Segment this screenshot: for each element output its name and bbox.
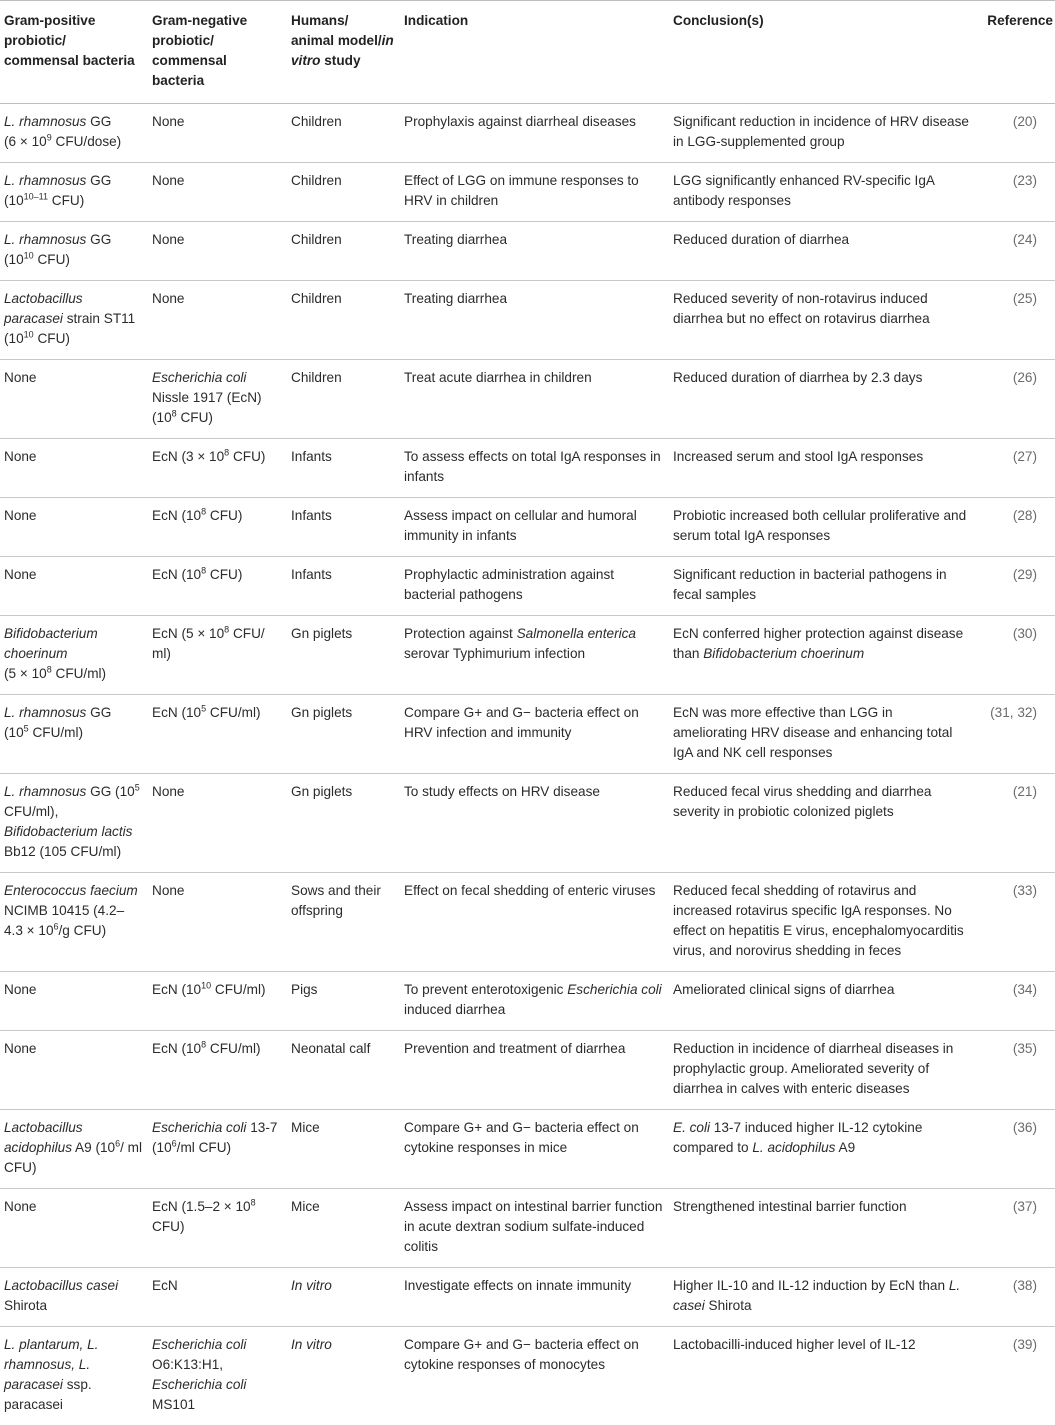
gram-negative-cell: EcN (148, 1268, 287, 1327)
indication-cell: To assess effects on total IgA responses in infants (400, 439, 669, 498)
table-row (0, 222, 1055, 281)
conclusion-cell: Reduced duration of diarrhea by 2.3 days (669, 360, 975, 439)
gram-negative-cell: None (148, 873, 287, 972)
conclusion-cell: Increased serum and stool IgA responses (669, 439, 975, 498)
header-gram-positive: Gram-positive probiotic/ commensal bacteria (0, 1, 148, 104)
indication-cell: Treating diarrhea (400, 222, 669, 281)
conclusion-cell: Reduced severity of non-rotavirus induced diarrhea but no effect on rotavirus diarrhea (669, 281, 975, 360)
gram-negative-cell: EcN ($10^5$ CFU/ml) (148, 695, 287, 774)
gram-positive-cell: None (0, 557, 148, 616)
gram-negative-cell: EcN ($10^8$ CFU) (148, 498, 287, 557)
conclusion-cell: Lactobacilli-induced higher level of IL-12 (669, 1327, 975, 1425)
header-conclusions: Conclusion(s) (669, 1, 975, 104)
gram-positive-cell: L. rhamnosus GG ($10^{10}$ CFU) (0, 222, 148, 281)
gram-negative-cell: None (148, 222, 287, 281)
model-cell: Children (287, 360, 400, 439)
header-reference: Reference (975, 1, 1055, 104)
model-cell: Neonatal calf (287, 1031, 400, 1110)
indication-cell: Protection against Salmonella enterica serovar Typhimurium infection (400, 616, 669, 695)
model-cell: In vitro (287, 1268, 400, 1327)
indication-cell: Treating diarrhea (400, 281, 669, 360)
indication-cell: To prevent enterotoxigenic Escherichia coli induced diarrhea (400, 972, 669, 1031)
gram-positive-cell: None (0, 1189, 148, 1268)
reference-cell: (29) (975, 557, 1055, 616)
reference-cell: (37) (975, 1189, 1055, 1268)
indication-cell: Prevention and treatment of diarrhea (400, 1031, 669, 1110)
reference-cell: (36) (975, 1110, 1055, 1189)
gram-negative-cell: EcN ($10^{10}$ CFU/ml) (148, 972, 287, 1031)
indication-cell: Assess impact on intestinal barrier function in acute dextran sodium sulfate-induced colitis (400, 1189, 669, 1268)
reference-cell: (26) (975, 360, 1055, 439)
gram-positive-cell: None (0, 439, 148, 498)
table-row (0, 1110, 1055, 1189)
table-row (0, 439, 1055, 498)
table-row (0, 281, 1055, 360)
conclusion-cell: Ameliorated clinical signs of diarrhea (669, 972, 975, 1031)
gram-negative-cell: Escherichia coli O6:K13:H1, Escherichia coli MS101 (148, 1327, 287, 1425)
indication-cell: Assess impact on cellular and humoral immunity in infants (400, 498, 669, 557)
model-cell: Gn piglets (287, 695, 400, 774)
table-row (0, 360, 1055, 439)
indication-cell: To study effects on HRV disease (400, 774, 669, 873)
indication-cell: Effect of LGG on immune responses to HRV in children (400, 163, 669, 222)
conclusion-cell: Higher IL-10 and IL-12 induction by EcN than L. casei Shirota (669, 1268, 975, 1327)
reference-cell: (34) (975, 972, 1055, 1031)
model-cell: Mice (287, 1110, 400, 1189)
indication-cell: Compare G+ and G− bacteria effect on cytokine responses in mice (400, 1110, 669, 1189)
gram-negative-cell: None (148, 104, 287, 163)
header-model: Humans/ animal model/in vitro study (287, 1, 400, 104)
reference-cell: (21) (975, 774, 1055, 873)
model-cell: Infants (287, 498, 400, 557)
gram-positive-cell: L. rhamnosus GG (10$^{10-11}$ CFU) (0, 163, 148, 222)
indication-cell: Compare G+ and G− bacteria effect on cytokine responses of monocytes (400, 1327, 669, 1425)
gram-negative-cell: EcN ($10^8$ CFU) (148, 557, 287, 616)
table-row (0, 1327, 1055, 1425)
gram-positive-cell: None (0, 498, 148, 557)
reference-cell: (28) (975, 498, 1055, 557)
table-row (0, 616, 1055, 695)
model-cell: Mice (287, 1189, 400, 1268)
reference-cell: (33) (975, 873, 1055, 972)
gram-positive-cell: L. plantarum, L. rhamnosus, L. paracasei ssp. paracasei (0, 1327, 148, 1425)
model-cell: Sows and their offspring (287, 873, 400, 972)
gram-positive-cell: Lactobacillus paracasei strain ST11 ($10^{10}$ CFU) (0, 281, 148, 360)
model-cell: Gn piglets (287, 774, 400, 873)
gram-positive-cell: None (0, 1031, 148, 1110)
gram-positive-cell: None (0, 360, 148, 439)
gram-negative-cell: EcN ($5 \times 10^8$ CFU/ ml) (148, 616, 287, 695)
table-row (0, 104, 1055, 163)
table-row (0, 972, 1055, 1031)
model-cell: Children (287, 222, 400, 281)
indication-cell: Prophylactic administration against bacterial pathogens (400, 557, 669, 616)
indication-cell: Prophylaxis against diarrheal diseases (400, 104, 669, 163)
model-cell: Infants (287, 439, 400, 498)
gram-negative-cell: EcN ($10^8$ CFU/ml) (148, 1031, 287, 1110)
gram-positive-cell: None (0, 972, 148, 1031)
table-row (0, 873, 1055, 972)
model-cell: Children (287, 104, 400, 163)
conclusion-cell: Strengthened intestinal barrier function (669, 1189, 975, 1268)
gram-positive-cell: Lactobacillus acidophilus A9 ($10^6/$ ml CFU) (0, 1110, 148, 1189)
reference-cell: (23) (975, 163, 1055, 222)
gram-negative-cell: Escherichia coli Nissle 1917 (EcN) ($10^8$ CFU) (148, 360, 287, 439)
indication-cell: Treat acute diarrhea in children (400, 360, 669, 439)
indication-cell: Investigate effects on innate immunity (400, 1268, 669, 1327)
conclusion-cell: EcN was more effective than LGG in ameliorating HRV disease and enhancing total IgA and NK cell responses (669, 695, 975, 774)
header-gram-negative: Gram-negative probiotic/ commensal bacteria (148, 1, 287, 104)
gram-positive-cell: L. rhamnosus GG ($10^5$ CFU/ml) (0, 695, 148, 774)
indication-cell: Effect on fecal shedding of enteric viruses (400, 873, 669, 972)
gram-negative-cell: EcN ($3 \times 10^8$ CFU) (148, 439, 287, 498)
conclusion-cell: LGG significantly enhanced RV-specific IgA antibody responses (669, 163, 975, 222)
model-cell: Infants (287, 557, 400, 616)
gram-positive-cell: Bifidobacterium choerinum ($5 \times 10^8$ CFU/ml) (0, 616, 148, 695)
reference-cell: (20) (975, 104, 1055, 163)
table-row (0, 695, 1055, 774)
conclusion-cell: Reduction in incidence of diarrheal diseases in prophylactic group. Ameliorated severity of diarrhea in calves with enteric diseases (669, 1031, 975, 1110)
gram-negative-cell: None (148, 774, 287, 873)
conclusion-cell: Reduced fecal shedding of rotavirus and increased rotavirus specific IgA responses. No effect on hepatitis E virus, encephalomyocarditis virus, and norovirus shedding in feces (669, 873, 975, 972)
conclusion-cell: Significant reduction in bacterial pathogens in fecal samples (669, 557, 975, 616)
gram-negative-cell: Escherichia coli 13-7 ($10^6/ml$ CFU) (148, 1110, 287, 1189)
gram-positive-cell: L. rhamnosus GG ($10^5$ CFU/ml), Bifidobacterium lactis Bb12 (105 CFU/ml) (0, 774, 148, 873)
reference-cell: (30) (975, 616, 1055, 695)
gram-positive-cell: L. rhamnosus GG ($6 \times 10^9$ CFU/dose) (0, 104, 148, 163)
reference-cell: (31, 32) (975, 695, 1055, 774)
model-cell: Gn piglets (287, 616, 400, 695)
table-row (0, 774, 1055, 873)
indication-cell: Compare G+ and G− bacteria effect on HRV infection and immunity (400, 695, 669, 774)
reference-cell: (27) (975, 439, 1055, 498)
conclusion-cell: Significant reduction in incidence of HRV disease in LGG-supplemented group (669, 104, 975, 163)
conclusion-cell: Probiotic increased both cellular proliferative and serum total IgA responses (669, 498, 975, 557)
model-cell: Pigs (287, 972, 400, 1031)
gram-negative-cell: None (148, 163, 287, 222)
gram-negative-cell: EcN ($1.5-2 \times 10^8$ CFU) (148, 1189, 287, 1268)
table-row (0, 1189, 1055, 1268)
table-row (0, 163, 1055, 222)
reference-cell: (39) (975, 1327, 1055, 1425)
model-cell: Children (287, 163, 400, 222)
reference-cell: (25) (975, 281, 1055, 360)
table-row (0, 498, 1055, 557)
table-row (0, 1031, 1055, 1110)
header-row (0, 1, 1055, 104)
conclusion-cell: Reduced duration of diarrhea (669, 222, 975, 281)
conclusion-cell: E. coli 13-7 induced higher IL-12 cytokine compared to L. acidophilus A9 (669, 1110, 975, 1189)
gram-positive-cell: Lactobacillus casei Shirota (0, 1268, 148, 1327)
conclusion-cell: Reduced fecal virus shedding and diarrhea severity in probiotic colonized piglets (669, 774, 975, 873)
model-cell: In vitro (287, 1327, 400, 1425)
model-cell: Children (287, 281, 400, 360)
reference-cell: (24) (975, 222, 1055, 281)
gram-positive-cell: Enterococcus faecium NCIMB 10415 ($4.2-4.3 \times 10^6/g$ CFU) (0, 873, 148, 972)
header-indication: Indication (400, 1, 669, 104)
conclusion-cell: EcN conferred higher protection against disease than Bifidobacterium choerinum (669, 616, 975, 695)
table-row (0, 1268, 1055, 1327)
reference-cell: (35) (975, 1031, 1055, 1110)
table-row (0, 557, 1055, 616)
reference-cell: (38) (975, 1268, 1055, 1327)
gram-negative-cell: None (148, 281, 287, 360)
